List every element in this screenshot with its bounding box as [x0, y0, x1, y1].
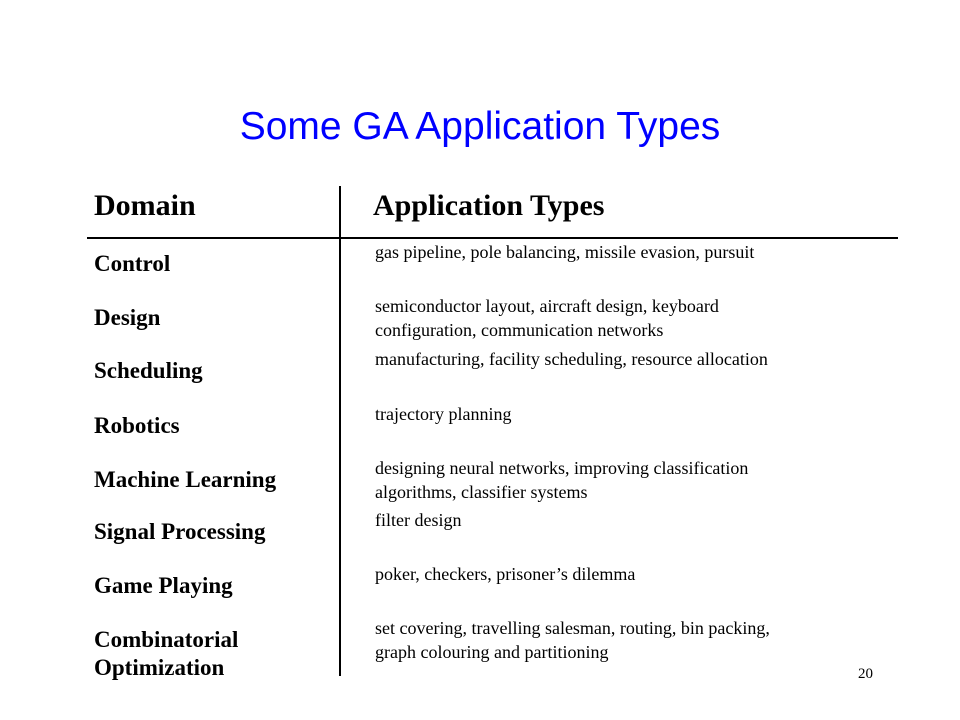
table-row-control: [0, 240, 960, 294]
domain-cell: Game Playing: [94, 573, 233, 598]
applications-cell: designing neural networks, improving classification algorithms, classifier systems: [375, 458, 749, 502]
domain-cell: Control: [94, 251, 171, 276]
domain-cell: Scheduling: [94, 358, 203, 383]
domain-cell: Design: [94, 305, 161, 330]
domain-cell: Machine Learning: [94, 467, 277, 492]
applications-cell: filter design: [375, 510, 462, 530]
applications-cell: set covering, travelling salesman, routing, bin packing, graph colouring and partitioning: [375, 618, 770, 662]
table-row-machine-learning: [0, 456, 960, 510]
table-row-scheduling: [0, 347, 960, 401]
table-row-design: [0, 294, 960, 348]
table-row-signal-processing: [0, 508, 960, 562]
domain-column-header: Domain: [94, 189, 196, 222]
applications-cell: manufacturing, facility scheduling, resource allocation: [375, 349, 768, 369]
domain-cell: Robotics: [94, 413, 180, 438]
application-types-column-header: Application Types: [373, 189, 605, 222]
applications-cell: semiconductor layout, aircraft design, keyboard configuration, communication networks: [375, 296, 719, 340]
table-row-game-playing: [0, 562, 960, 616]
table-row-robotics: [0, 402, 960, 456]
header-divider: [87, 237, 898, 239]
applications-cell: trajectory planning: [375, 404, 512, 424]
domain-cell: Signal Processing: [94, 519, 266, 544]
slide-title: Some GA Application Types: [239, 105, 721, 148]
page-number: 20: [858, 666, 873, 682]
applications-cell: gas pipeline, pole balancing, missile evasion, pursuit: [375, 242, 755, 262]
domain-cell: Combinatorial Optimization: [94, 627, 239, 680]
table-row-combinatorial-optimization: [0, 616, 960, 680]
applications-cell: poker, checkers, prisoner’s dilemma: [375, 564, 636, 584]
